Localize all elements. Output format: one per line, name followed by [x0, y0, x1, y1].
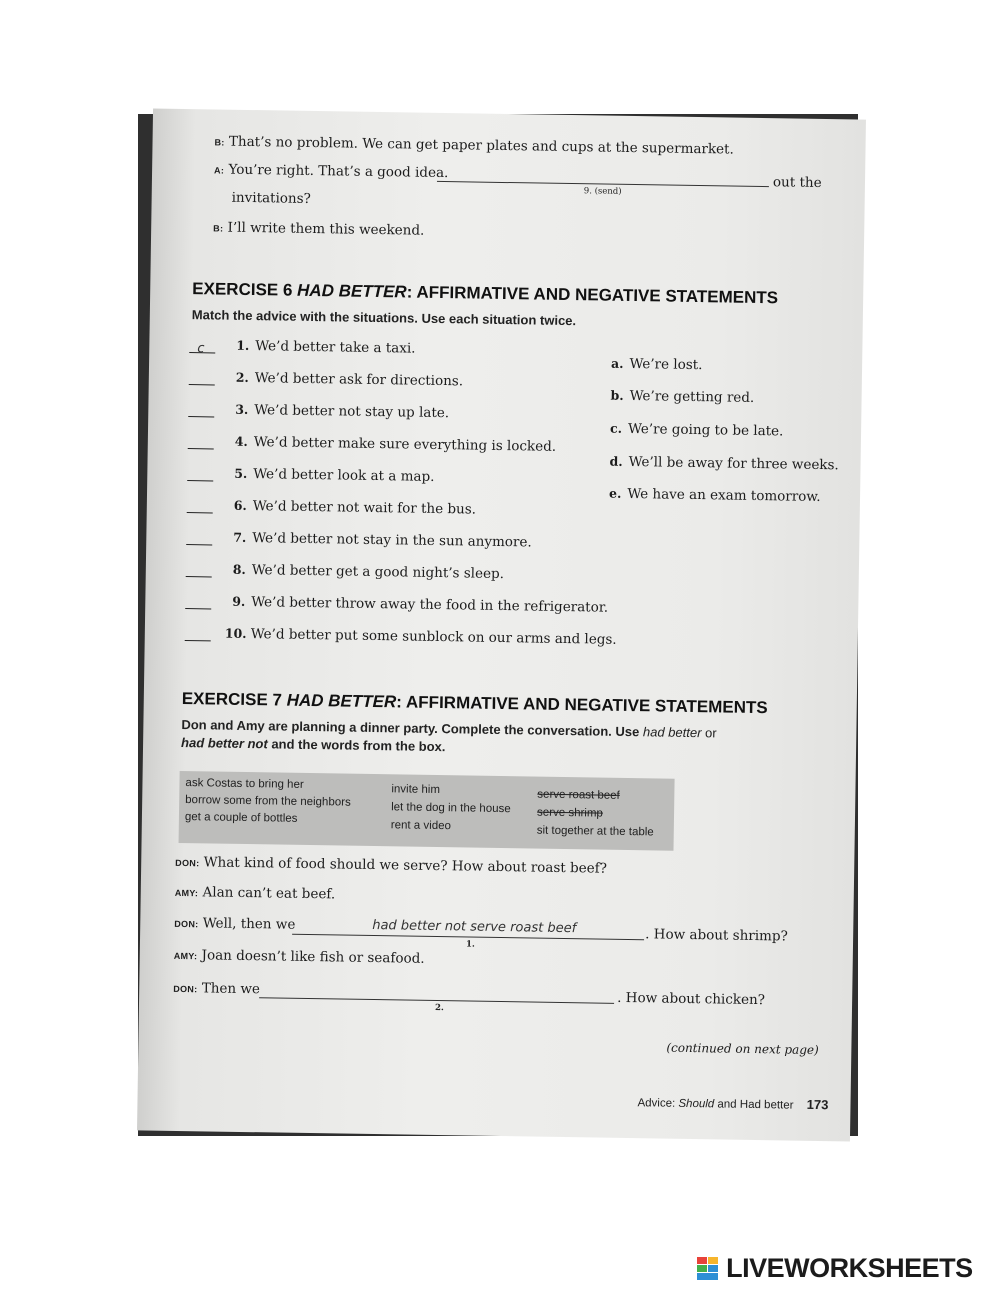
- item-text: We’d better not stay in the sun anymore.: [252, 530, 532, 551]
- ex7-line-5-after: . How about chicken?: [617, 989, 766, 1009]
- item-number: 1.: [236, 337, 250, 354]
- item-number: 6.: [233, 497, 247, 513]
- continued-note: (continued on next page): [666, 1040, 819, 1058]
- situation-item: [611, 356, 703, 373]
- match-item: [186, 529, 532, 550]
- logo-icon: [697, 1257, 719, 1281]
- item-number: 5.: [234, 465, 248, 481]
- situation-text: We’ll be away for three weeks.: [628, 453, 839, 474]
- item-text: We’d better make sure everything is locked.: [253, 434, 557, 455]
- answer-blank[interactable]: [188, 436, 214, 449]
- word-box-item: let the dog in the house: [391, 801, 511, 816]
- word-box-item: invite him: [391, 783, 441, 797]
- answer-blank[interactable]: [189, 372, 215, 385]
- word-box-item: borrow some from the neighbors: [185, 794, 351, 809]
- item-text: We’d better not stay up late.: [254, 402, 450, 422]
- blank-label-9: 9. (send): [583, 186, 622, 197]
- situation-letter: a.: [611, 355, 624, 371]
- item-number: 2.: [235, 369, 249, 386]
- answer-blank[interactable]: [188, 404, 214, 417]
- match-item: [189, 337, 415, 357]
- item-number: 4.: [234, 433, 248, 449]
- answer-blank[interactable]: [189, 340, 215, 357]
- page-footer: Advice: Should and Had better 173: [637, 1096, 829, 1113]
- ex7-line-4: AMY: Joan doesn’t like fish or seafood.: [173, 947, 425, 967]
- item-number: 10.: [224, 625, 247, 641]
- liveworksheets-logo: [697, 1253, 973, 1283]
- word-box-item: get a couple of bottles: [184, 811, 298, 825]
- ex7-line-5: DON: Then we: [173, 980, 261, 998]
- ex7-line-1: DON: What kind of food should we serve? How about roast beef?: [175, 854, 608, 877]
- match-item: [189, 369, 463, 389]
- exercise-6-title: EXERCISE 6 HAD BETTER: AFFIRMATIVE AND NEGATIVE STATEMENTS: [192, 279, 779, 308]
- match-item: [187, 497, 476, 518]
- situation-text: We’re getting red.: [629, 387, 755, 406]
- answer-1-number: 1.: [465, 939, 475, 950]
- match-item: [185, 625, 617, 648]
- page-number: 173: [806, 1096, 829, 1113]
- item-text: We’d better look at a map.: [253, 466, 435, 485]
- answer-2-number: 2.: [434, 1003, 444, 1014]
- exercise-7-instruction-2: had better not and the words from the box.: [180, 734, 446, 755]
- answer-blank[interactable]: [186, 564, 212, 577]
- exercise-7-instruction-1: Don and Amy are planning a dinner party. Complete the conversation. Use had better or: [181, 716, 717, 741]
- item-text: We’d better take a taxi.: [255, 338, 416, 357]
- situation-text: We have an exam tomorrow.: [627, 485, 821, 505]
- situation-item: [609, 486, 821, 505]
- exercise-6-instruction: Match the advice with the situations. Use each situation twice.: [191, 307, 577, 329]
- dialogue-line-b: B: That’s no problem. We can get paper plates and cups at the supermarket.: [214, 133, 734, 158]
- word-box-item-used: serve roast beef: [537, 788, 620, 802]
- situation-item: [609, 454, 838, 474]
- situation-text: We’re lost.: [629, 355, 703, 374]
- textbook-page: [137, 108, 866, 1141]
- word-box-item: sit together at the table: [536, 824, 654, 839]
- item-number: 3.: [235, 401, 249, 417]
- exercise-7-title: EXERCISE 7 HAD BETTER: AFFIRMATIVE AND NEGATIVE STATEMENTS: [181, 688, 768, 718]
- item-number: 7.: [233, 529, 247, 545]
- situation-item: [610, 421, 784, 440]
- item-text: We’d better throw away the food in the refrigerator.: [251, 594, 609, 616]
- answer-blank[interactable]: [185, 628, 211, 641]
- logo-text: LIVEWORKSHEETS: [726, 1253, 973, 1283]
- item-text: We’d better ask for directions.: [254, 370, 464, 390]
- word-box: [179, 771, 675, 851]
- match-item: [185, 593, 608, 616]
- answer-1-handwritten: had better not serve roast beef: [372, 918, 577, 937]
- answer-handwritten: c: [197, 341, 205, 357]
- answer-blank[interactable]: [186, 532, 212, 545]
- word-box-item: rent a video: [390, 819, 452, 833]
- situation-letter: b.: [610, 387, 624, 403]
- situation-letter: d.: [609, 453, 623, 469]
- dialogue-a-after: out the: [772, 174, 822, 191]
- situation-letter: e.: [608, 485, 622, 501]
- match-item: [188, 433, 556, 455]
- word-box-item-used: serve shrimp: [536, 806, 603, 820]
- ex7-line-2: AMY: Alan can’t eat beef.: [174, 884, 336, 903]
- situation-item: [610, 388, 754, 406]
- answer-blank[interactable]: [185, 596, 211, 609]
- match-item: [186, 561, 504, 582]
- answer-blank[interactable]: [187, 468, 213, 481]
- answer-blank[interactable]: [187, 500, 213, 513]
- item-number: 9.: [232, 593, 246, 609]
- item-text: We’d better get a good night’s sleep.: [251, 562, 505, 583]
- word-box-item: ask Costas to bring her: [185, 777, 304, 791]
- dialogue-a-cont: invitations?: [231, 189, 311, 207]
- situation-text: We’re going to be late.: [627, 420, 784, 440]
- item-text: We’d better not wait for the bus.: [252, 498, 477, 518]
- match-item: [187, 465, 434, 485]
- dialogue-line-b2: B: I’ll write them this weekend.: [213, 219, 425, 239]
- item-number: 8.: [232, 561, 246, 577]
- ex7-line-3: DON: Well, then we: [174, 915, 296, 933]
- situation-letter: c.: [609, 420, 623, 436]
- item-text: We’d better put some sunblock on our arms and legs.: [250, 626, 617, 648]
- match-item: [188, 401, 449, 421]
- dialogue-line-a: A: You’re right. That’s a good idea.: [214, 161, 449, 182]
- ex7-line-3-after: . How about shrimp?: [645, 926, 788, 945]
